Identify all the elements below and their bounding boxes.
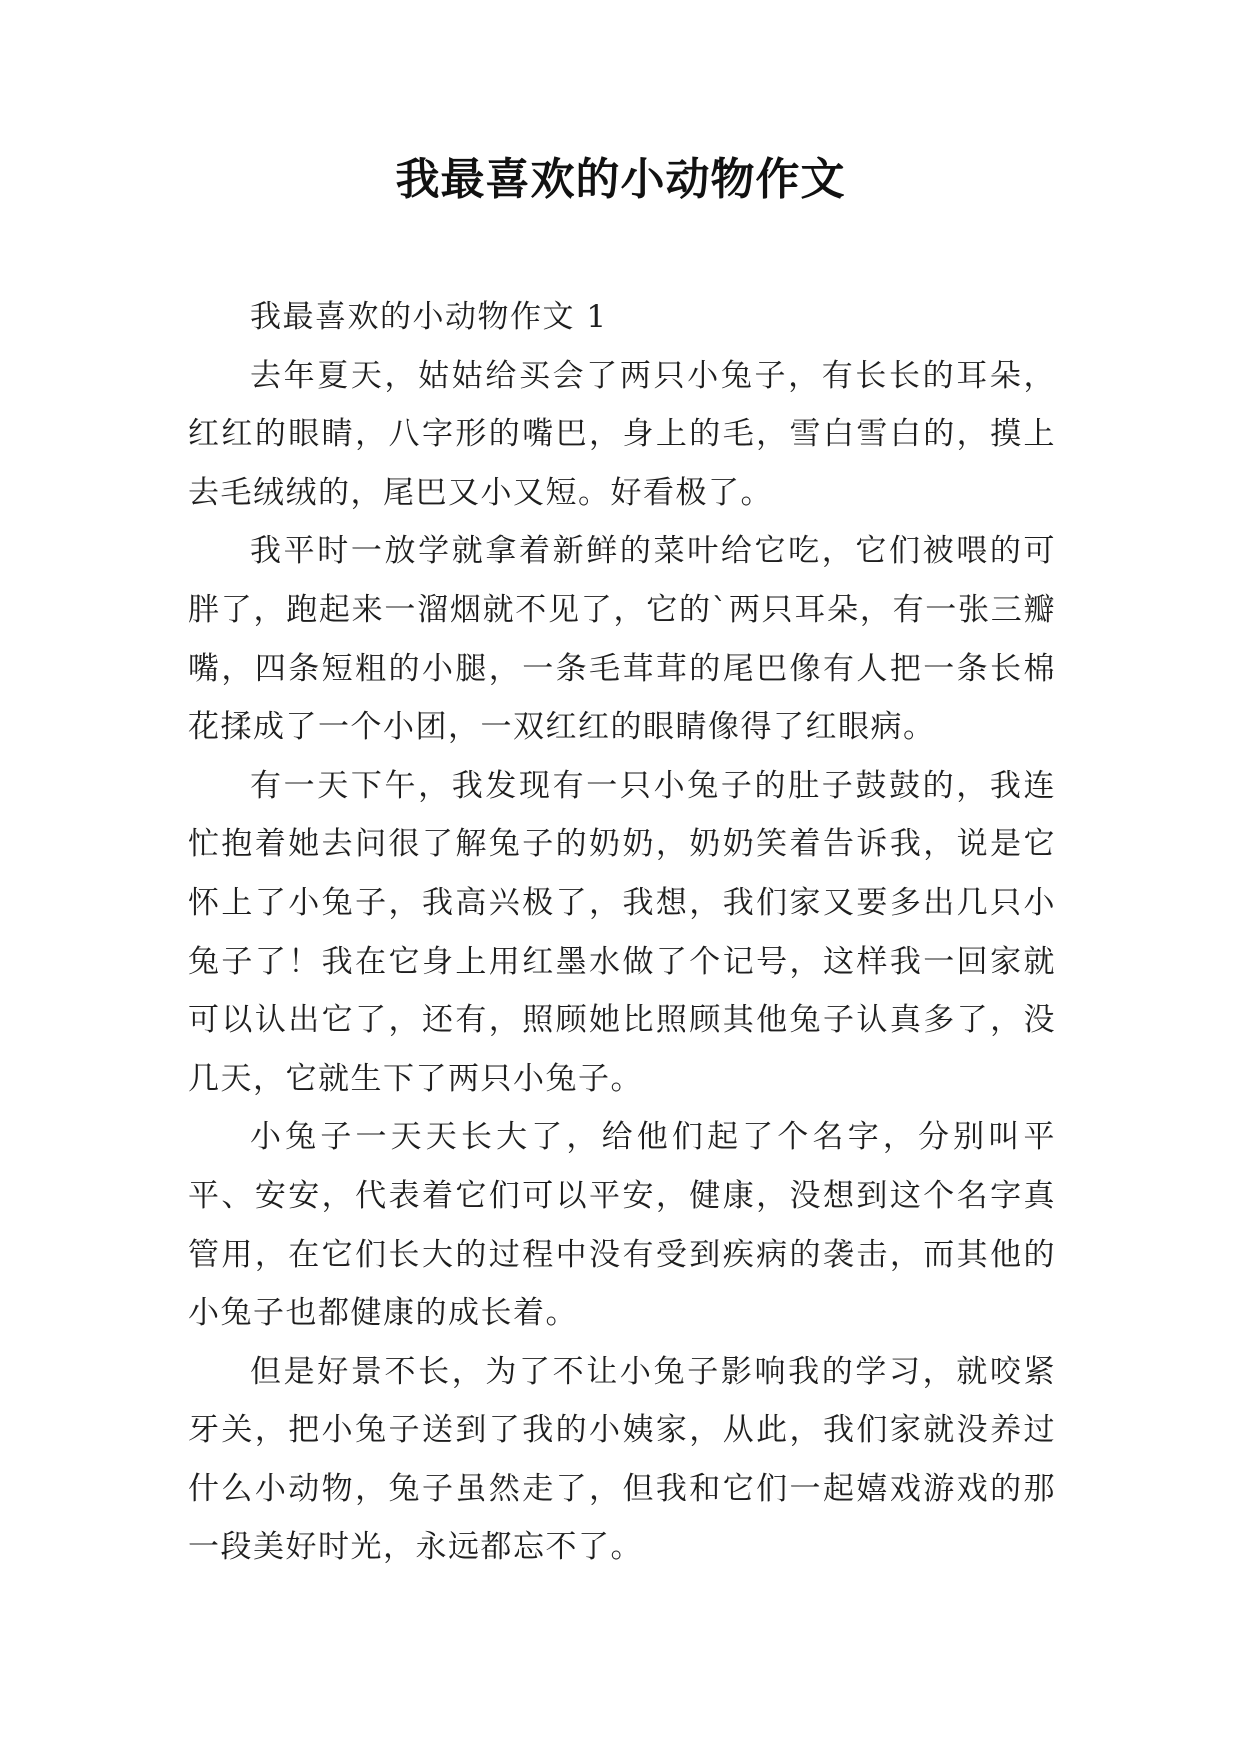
paragraph: 去年夏天，姑姑给买会了两只小兔子，有长长的耳朵，红红的眼睛，八字形的嘴巴，身上的毛，雪白雪白的，摸上去毛绒绒的，尾巴又小又短。好看极了。 bbox=[188, 357, 1056, 511]
document-title: 我最喜欢的小动物作文 bbox=[395, 154, 846, 205]
paragraph: 小兔子一天天长大了，给他们起了个名字，分别叫平平、安安，代表着它们可以平安，健康，没想到这个名字真管用，在它们长大的过程中没有受到疾病的袭击，而其他的小兔子也都健康的成长着。 bbox=[188, 1119, 1056, 1332]
paragraph: 我平时一放学就拿着新鲜的菜叶给它吃，它们被喂的可胖了，跑起来一溜烟就不见了，它的`两只耳朵，有一张三瓣嘴，四条短粗的小腿，一条毛茸茸的尾巴像有人把一条长棉花揉成了一个小团，一双红红的眼睛像得了红眼病。 bbox=[188, 533, 1056, 746]
paragraph: 但是好景不长，为了不让小兔子影响我的学习，就咬紧牙关，把小兔子送到了我的小姨家，从此，我们家就没养过什么小动物，兔子虽然走了，但我和它们一起嬉戏游戏的那一段美好时光，永远都忘不了。 bbox=[188, 1353, 1056, 1566]
document-body bbox=[188, 288, 1056, 1577]
paragraph: 有一天下午，我发现有一只小兔子的肚子鼓鼓的，我连忙抱着她去问很了解兔子的奶奶，奶奶笑着告诉我，说是它怀上了小兔子，我高兴极了，我想，我们家又要多出几只小兔子了！我在它身上用红墨水做了个记号，这样我一回家就可以认出它了，还有，照顾她比照顾其他兔子认真多了，没几天，它就生下了两只小兔子。 bbox=[188, 767, 1056, 1097]
essay-subtitle: 我最喜欢的小动物作文 1 bbox=[250, 299, 608, 335]
